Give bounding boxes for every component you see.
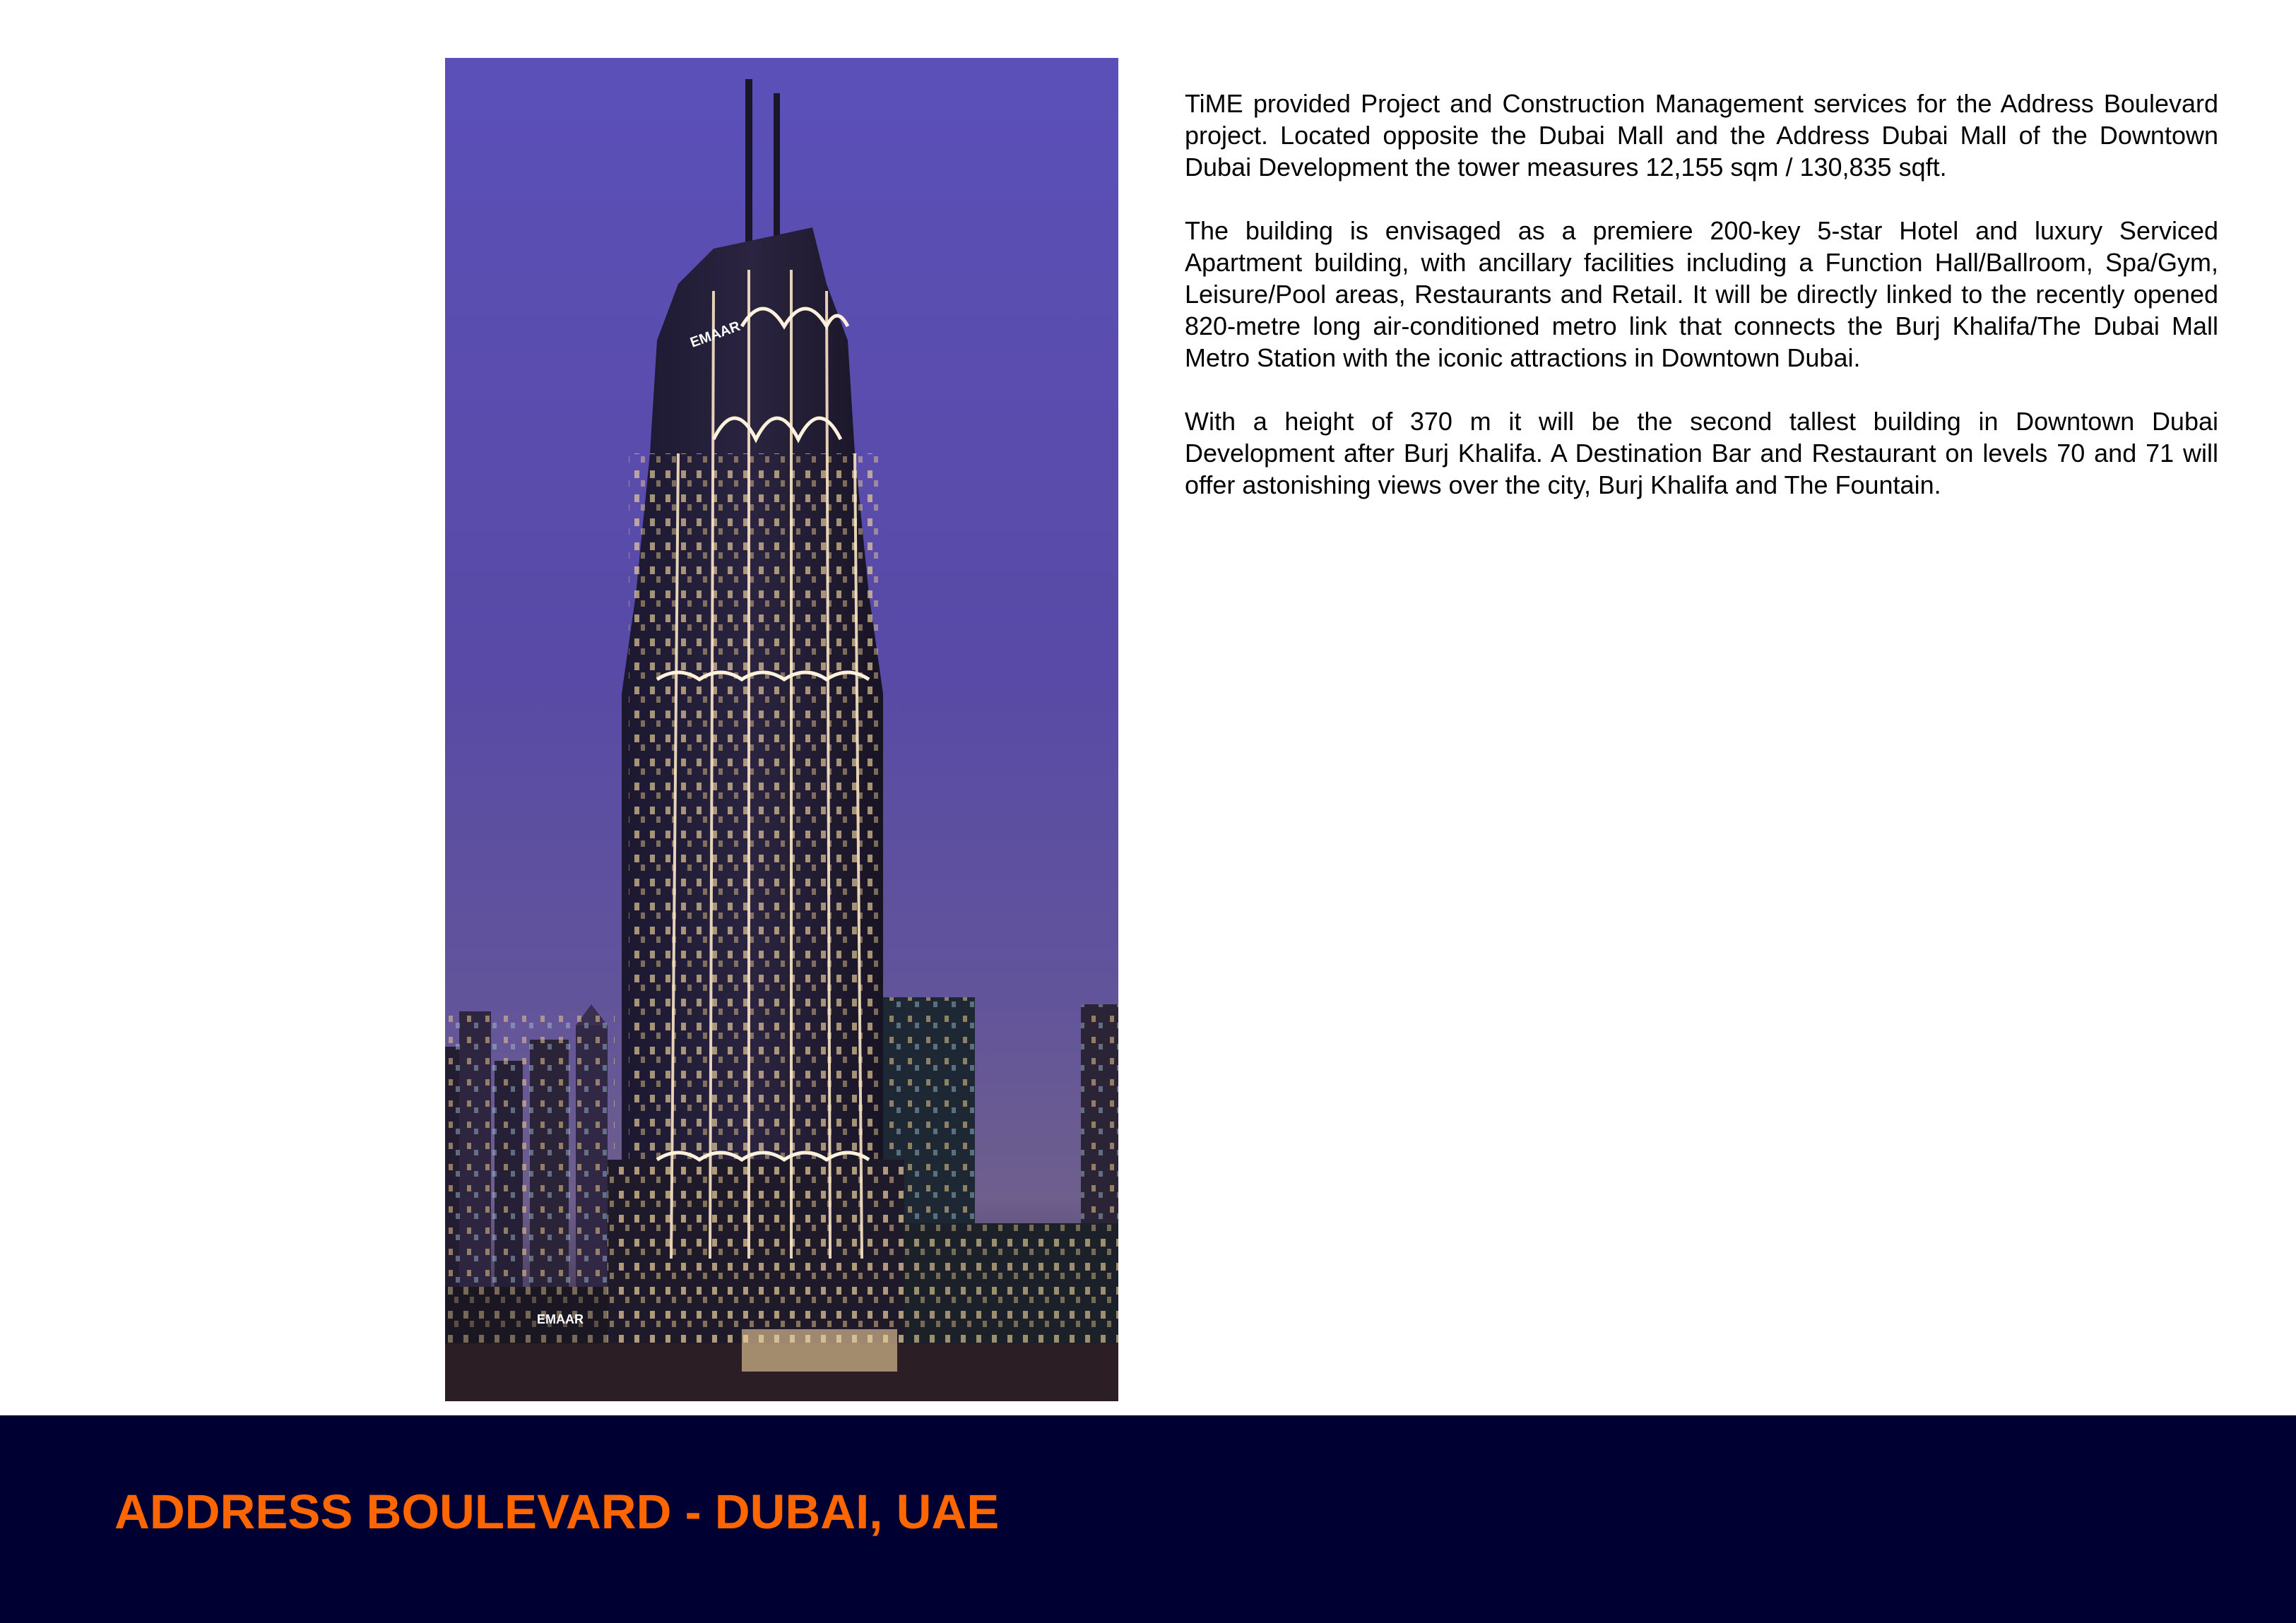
emaar-sign-podium: EMAAR [537, 1312, 584, 1326]
description-paragraph: TiME provided Project and Construction Management services for the Address Boulevard project. Located opposite the Dubai Mall and the Address Dubai Mall of the Downtown Dubai Development the tower measures 12,155 sqm / 130,835 sqft. [1185, 89, 2218, 182]
project-title: ADDRESS BOULEVARD - DUBAI, UAE [114, 1485, 1000, 1539]
tower-photo [445, 58, 1118, 1401]
tower-illustration [445, 58, 1118, 1401]
project-description [1185, 88, 2218, 533]
emaar-sign-top: EMAAR [688, 318, 742, 351]
description-paragraph: The building is envisaged as a premiere 200-key 5-star Hotel and luxury Serviced Apartment building, with ancillary facilities including a Function Hall/Ballroom, Spa/Gym, Leisure/Pool areas, Restaurants and Retail. It will be directly linked to the recently opened 820-metre long air-conditioned metro link that connects the Burj Khalifa/The Dubai Mall Metro Station with the iconic attractions in Downtown Dubai. [1185, 216, 2218, 372]
description-paragraph: With a height of 370 m it will be the second tallest building in Downtown Dubai Development after Burj Khalifa. A Destination Bar and Restaurant on levels 70 and 71 will offer astonishing views over the city, Burj Khalifa and The Fountain. [1185, 407, 2218, 499]
